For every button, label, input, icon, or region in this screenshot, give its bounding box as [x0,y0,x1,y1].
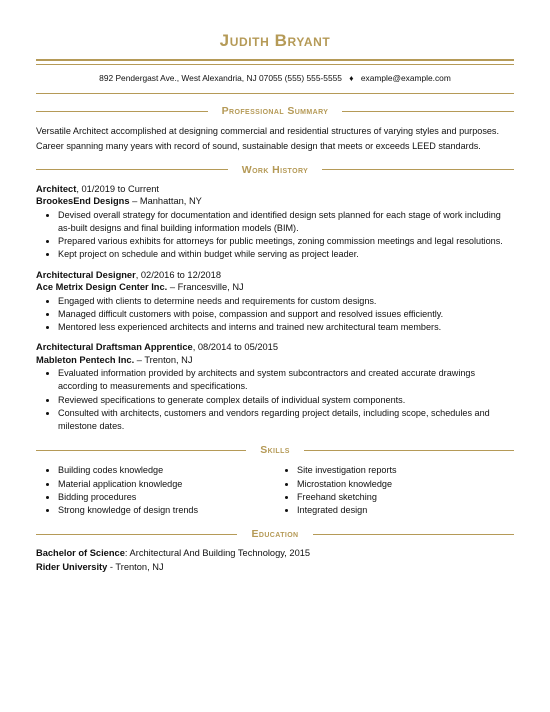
degree-line [36,547,514,560]
job-entry [36,341,514,433]
divider-left [36,534,237,535]
degree-field: : Architectural And Building Technology, 2015 [124,548,311,559]
job-bullet: • Mentored less experienced architects and interns and trained new architectural team members. [58,321,514,334]
email: example@example.com [360,72,451,83]
skill-item: • Material application knowledge [58,478,275,491]
job-company: Ace Metrix Design Center Inc. [36,282,168,293]
contact-line [36,73,514,84]
job-entry [36,183,514,262]
skill-item: • Freehand sketching [297,491,514,504]
degree: Bachelor of Science [36,548,125,559]
summary-section-header [36,104,514,118]
education-section-header [36,527,514,541]
address: 892 Pendergast Ave., West Alexandria, NJ 07055 [99,72,283,83]
skills-list [36,463,514,517]
job-bullet: • Reviewed specifications to generate complex details of individual system components. [58,394,514,407]
skill-item: • Site investigation reports [297,464,514,477]
job-company-line [36,281,514,294]
job-entry [36,269,514,335]
job-title-line [36,341,514,354]
divider-left [36,111,208,112]
skills-column-left [36,464,275,517]
header-rule-thin [36,64,514,65]
job-location: – Francesville, NJ [167,282,244,293]
work-title: Work History [241,163,309,176]
school-line [36,561,514,574]
job-bullets [36,367,514,433]
work-section-header [36,163,514,177]
skills-column-right [275,464,514,517]
phone: (555) 555-5555 [284,72,342,83]
job-role: Architectural Draftsman Apprentice [36,342,193,353]
job-bullet: • Devised overall strategy for documentation and identified design sets planned for each stage of work including as-built designs and final building information models (BIM). [58,209,514,235]
job-bullet: • Kept project on schedule and within budget while serving as project leader. [58,248,514,261]
job-bullets [36,209,514,262]
job-bullet: • Consulted with architects, customers and vendors regarding project details, including scope, schedules and milestone dates. [58,407,514,433]
job-dates: , 08/2014 to 05/2015 [192,342,279,353]
job-title-line [36,183,514,196]
divider-right [313,534,514,535]
skill-item: • Integrated design [297,504,514,517]
header-rule-thick [36,59,514,61]
job-location: – Trenton, NJ [134,354,193,365]
school-location: - Trenton, NJ [107,561,164,572]
skill-item: • Bidding procedures [58,491,275,504]
summary-title: Professional Summary [221,105,329,118]
job-bullet: • Engaged with clients to determine needs and requirements for custom designs. [58,295,514,308]
job-bullet: • Prepared various exhibits for attorneys for public meetings, zoning commission meetings and legal resolutions. [58,235,514,248]
skills-title: Skills [260,444,290,457]
skills-section-header [36,443,514,457]
job-role: Architect [36,183,77,194]
job-bullet: • Evaluated information provided by architects and system subcontractors and created accurate drawings according to measurements and specifications. [58,367,514,393]
divider-right [304,450,514,451]
job-dates: , 01/2019 to Current [76,183,160,194]
skill-item: • Strong knowledge of design trends [58,504,275,517]
job-bullet: • Managed difficult customers with poise, compassion and support and resolved issues efficiently. [58,308,514,321]
divider-left [36,450,246,451]
divider-right [322,169,514,170]
skill-item: • Microstation knowledge [297,478,514,491]
job-role: Architectural Designer [36,269,136,280]
job-dates: , 02/2016 to 12/2018 [135,269,222,280]
divider-left [36,169,228,170]
job-company: Mableton Pentech Inc. [36,354,135,365]
job-title-line [36,269,514,282]
skill-item: • Building codes knowledge [58,464,275,477]
contact-rule [36,93,514,94]
divider-right [342,111,514,112]
job-bullets [36,295,514,335]
job-company-line [36,195,514,208]
summary-text: Versatile Architect accomplished at designing commercial and residential structures of varying styles and purposes. Career spanning many years with record of sound, sustainable design that meets or exceeds LEED standards. [36,126,499,151]
job-location: – Manhattan, NY [129,196,202,207]
school: Rider University [36,561,108,572]
contact-separator: ♦ [349,72,354,83]
job-company-line [36,354,514,367]
candidate-name: Judith Bryant [219,31,331,50]
education-title: Education [251,528,299,541]
job-company: BrookesEnd Designs [36,196,130,207]
